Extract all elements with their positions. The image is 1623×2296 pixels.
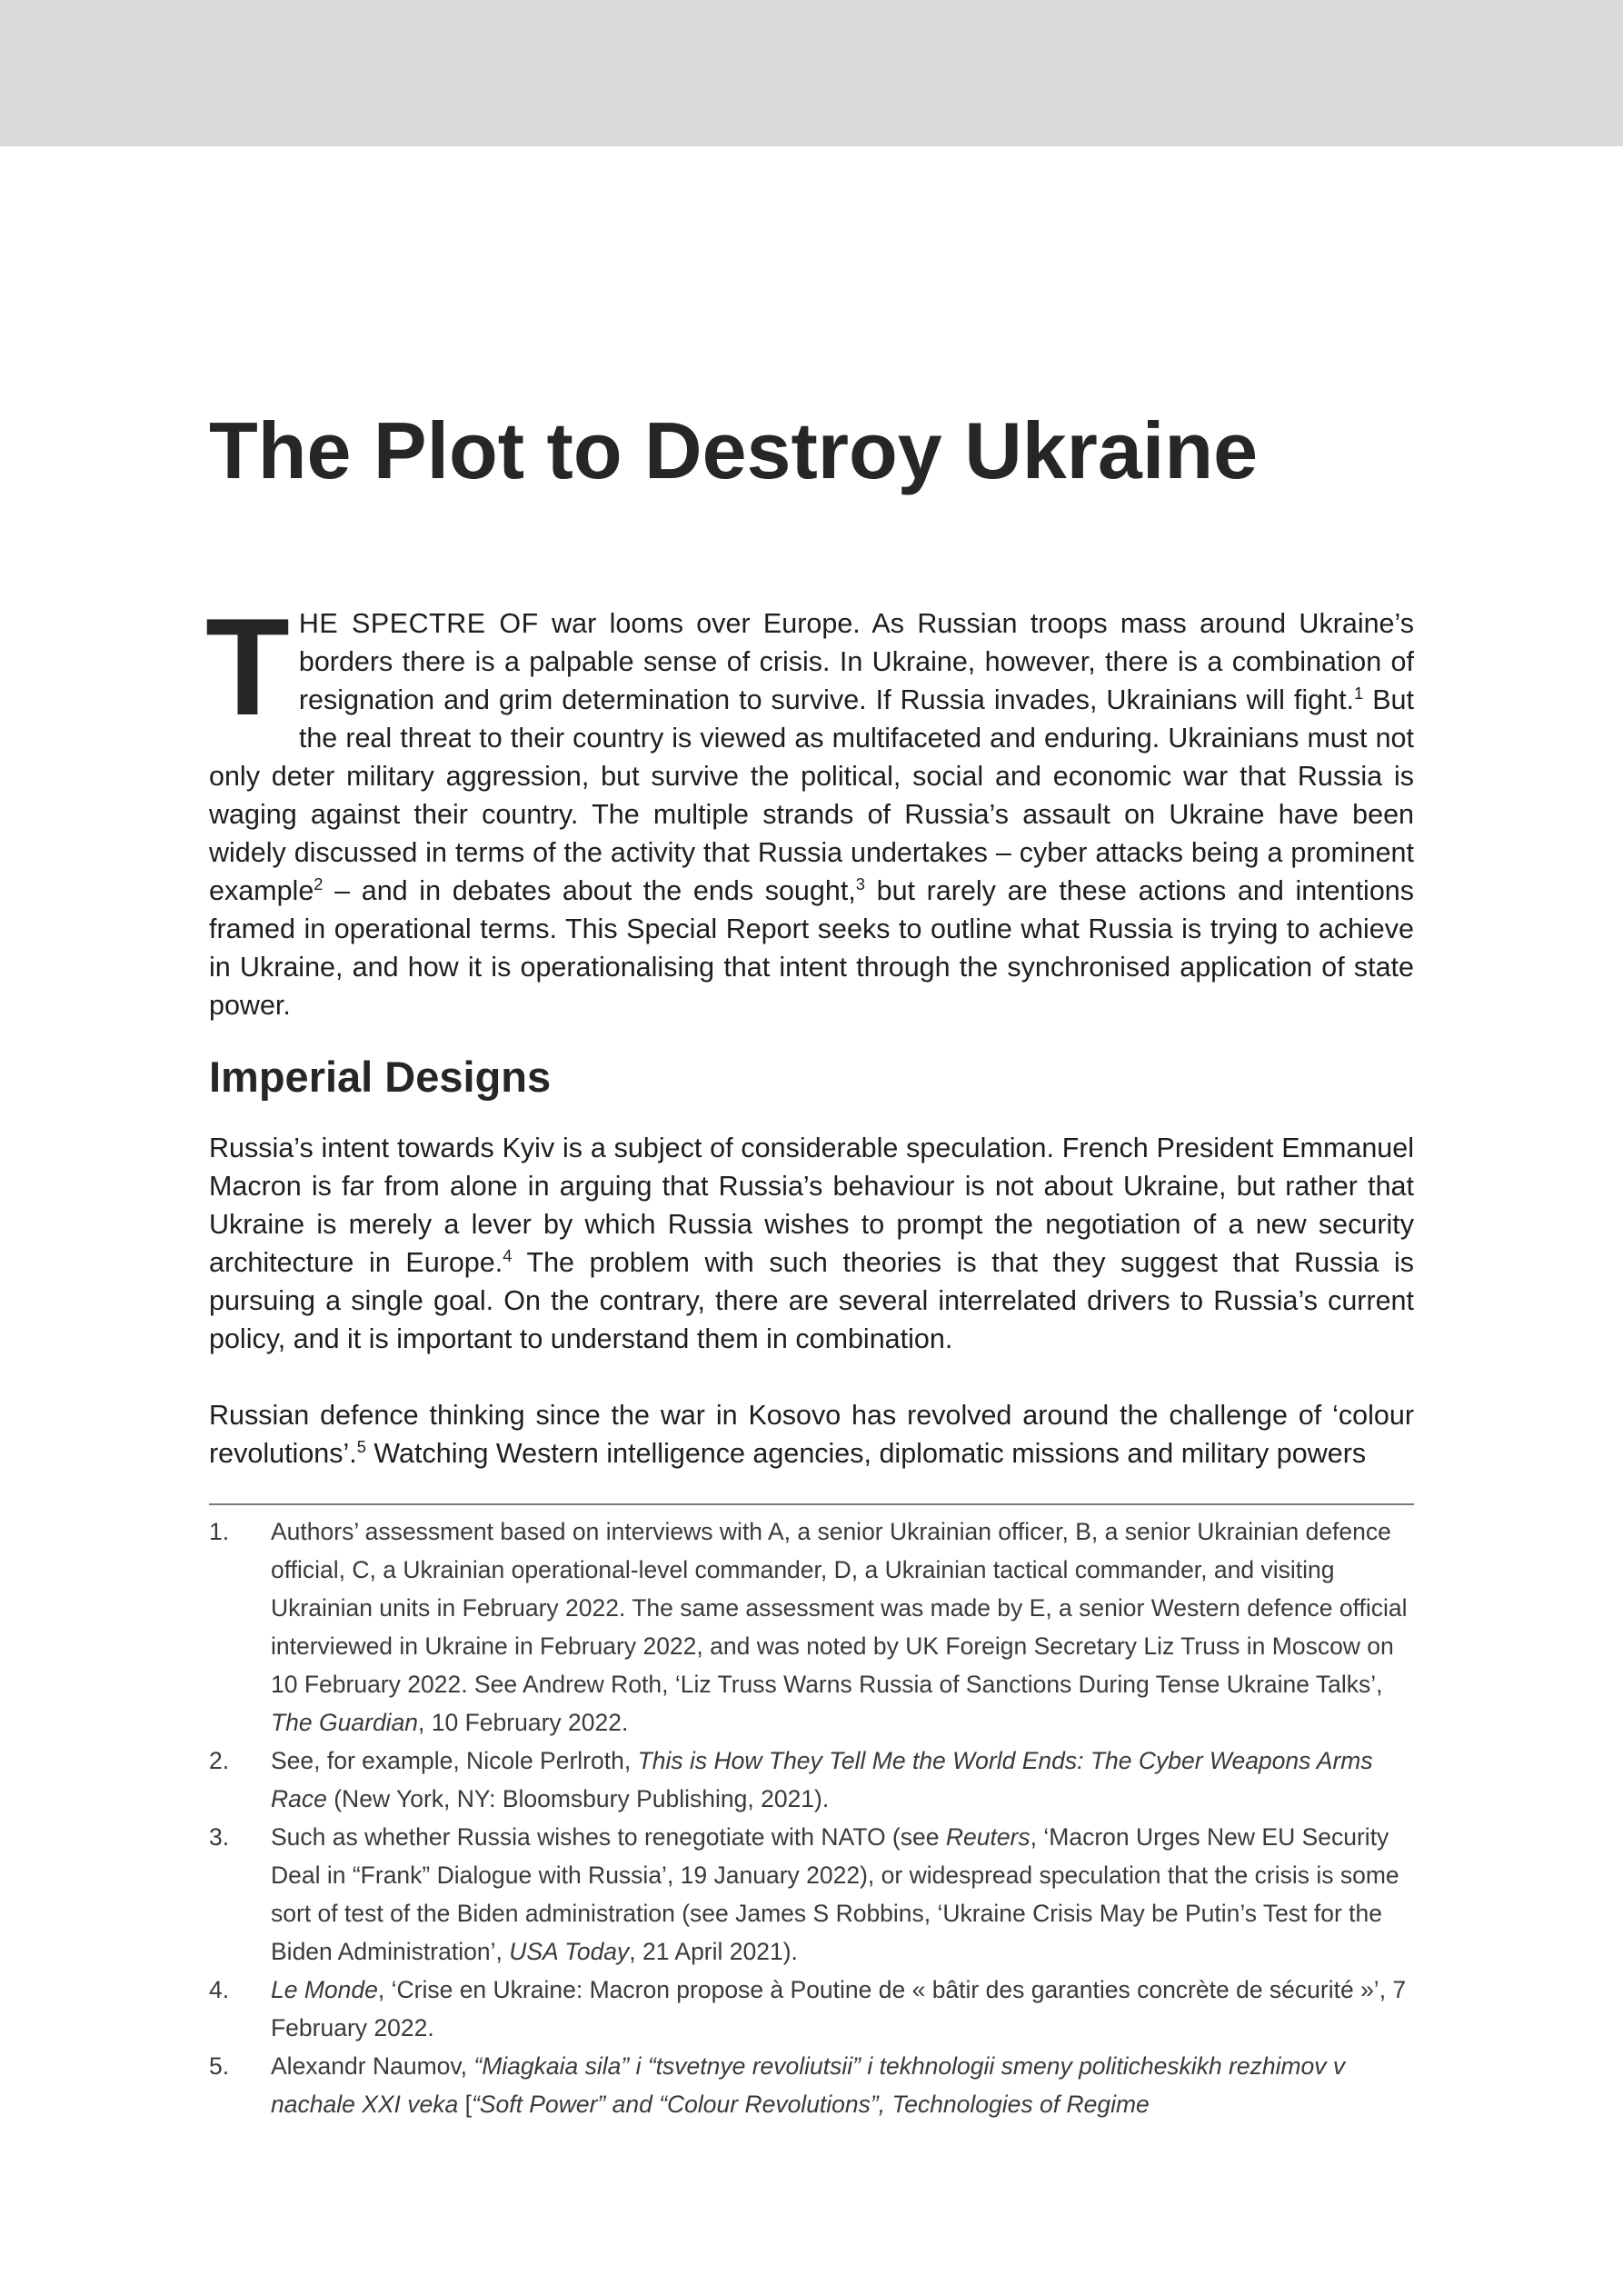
footnote-text: (New York, NY: Bloomsbury Publishing, 2021). [326,1784,830,1812]
footnote-italic: This is How They Tell Me the World Ends: The Cyber Weapons Arms Race [271,1746,1373,1812]
intro-paragraph [205,589,1415,1024]
footnote-ref-5[interactable]: 5 [356,1436,366,1456]
footnote-ref-3[interactable]: 3 [855,873,865,893]
section-heading: Imperial Designs [209,1053,552,1102]
footnote-ref-2[interactable]: 2 [314,873,324,893]
footnote-text: Authors’ assessment based on interviews with A, a senior Ukrainian officer, B, a senior Ukrainian defence official, C, a Ukrainian operational-level commander, D, a Ukrainian tactical commander, and visiting Ukrainian units in February 2022. The same assessment was made by E, a senior Western defence official interviewed in Ukraine in February 2022, and was noted by UK Foreign Secretary Liz Truss in Moscow on 10 February 2022. See Andrew Roth, ‘Liz Truss Warns Russia of Sanctions During Tense Ukraine Talks’, [271,1517,1408,1698]
footnote-italic: “Miagkaia sila” i “tsvetnye revoliutsii” i tekhnologii smeny politicheskikh rezhimov v nachale XXI veka [271,2051,1346,2118]
drop-cap: T [205,589,290,744]
footnote [209,1971,1414,2047]
body-paragraph [209,1129,1414,1358]
footnote-ref-4[interactable]: 4 [503,1245,513,1265]
footnote-italic: USA Today [509,1937,630,1965]
body-text: Watching Western intelligence agencies, diplomatic missions and military powers [365,1437,1367,1469]
footnote-text: , ‘Macron Urges New EU Security Deal in “Frank” Dialogue with Russia’, 19 January 2022), or widespread speculation that the crisis is some sort of test of the Biden administration (see James S Robbins, ‘Ukraine Crisis May be Putin’s Test for the Biden Administration’, [271,1822,1399,1965]
header-band [0,0,1623,146]
footnote-text: [ [458,2090,472,2118]
intro-text-2: But the real threat to their country is viewed as multifaceted and enduring. Ukrainians must not only deter military aggression, but survive the political, social and economic war that Russia is waging against their country. The multiple strands of Russia’s assault on Ukraine have been widely discussed in terms of the activity that Russia undertakes – cyber attacks being a prominent example [209,684,1414,906]
footnote-number: 4. [209,1975,230,2003]
intro-text-4: but rarely are these actions and intentions framed in operational terms. This Special Report seeks to outline what Russia is trying to achieve in Ukraine, and how it is operationalising that intent through the synchronised application of state power. [209,874,1415,1021]
footnote-ref-1[interactable]: 1 [1354,683,1364,703]
lead-caps: HE SPECTRE OF [298,607,539,639]
page-content [205,405,1415,2123]
footnote-italic: Le Monde [271,1975,378,2003]
footnote-text: , ‘Crise en Ukraine: Macron propose à Poutine de « bâtir des garanties concrète de sécurité »’, 7 February 2022. [271,1975,1407,2041]
footnote-italic: Reuters [945,1822,1031,1851]
footnote [209,1818,1414,1971]
footnote [209,1512,1414,1742]
footnote-number: 3. [209,1822,230,1851]
footnote-text: Such as whether Russia wishes to renegotiate with NATO (see [271,1822,946,1851]
footnote [209,2047,1414,2123]
page-title: The Plot to Destroy Ukraine [209,405,1259,495]
intro-text-1: war looms over Europe. As Russian troops mass around Ukraine’s borders there is a palpable sense of crisis. In Ukraine, however, there is a combination of resignation and grim determination to survive. If Russia invades, Ukrainians will fight. [298,607,1414,715]
body-text: Russia’s intent towards Kyiv is a subject of considerable speculation. French President Emmanuel Macron is far from alone in arguing that Russia’s behaviour is not about Ukraine, but rather that Ukraine is merely a lever by which Russia wishes to prompt the negotiation of a new security architecture in Europe. [209,1132,1414,1278]
footnote-italic: The Guardian [271,1708,419,1736]
intro-text-3: – and in debates about the ends sought, [323,874,856,906]
body-paragraph [209,1396,1414,1472]
footnote-text: , 10 February 2022. [418,1708,629,1736]
body-text: Russian defence thinking since the war in Kosovo has revolved around the challenge of ‘colour revolutions’. [209,1399,1414,1469]
footnote-italic: “Soft Power” and “Colour Revolutions”, Technologies of Regime [471,2090,1150,2118]
footnote-number: 1. [209,1517,230,1545]
footnote-text: Alexandr Naumov, [271,2051,474,2080]
footnote-number: 2. [209,1746,230,1774]
footnotes-list [209,1512,1414,2123]
footnote-number: 5. [209,2051,230,2080]
footnote-text: , 21 April 2021). [629,1937,798,1965]
footnote-divider [209,1503,1414,1505]
footnote [209,1742,1414,1818]
footnote-text: See, for example, Nicole Perlroth, [271,1746,638,1774]
body-text: The problem with such theories is that they suggest that Russia is pursuing a single goal. On the contrary, there are several interrelated drivers to Russia’s current policy, and it is important to understand them in combination. [209,1246,1414,1354]
